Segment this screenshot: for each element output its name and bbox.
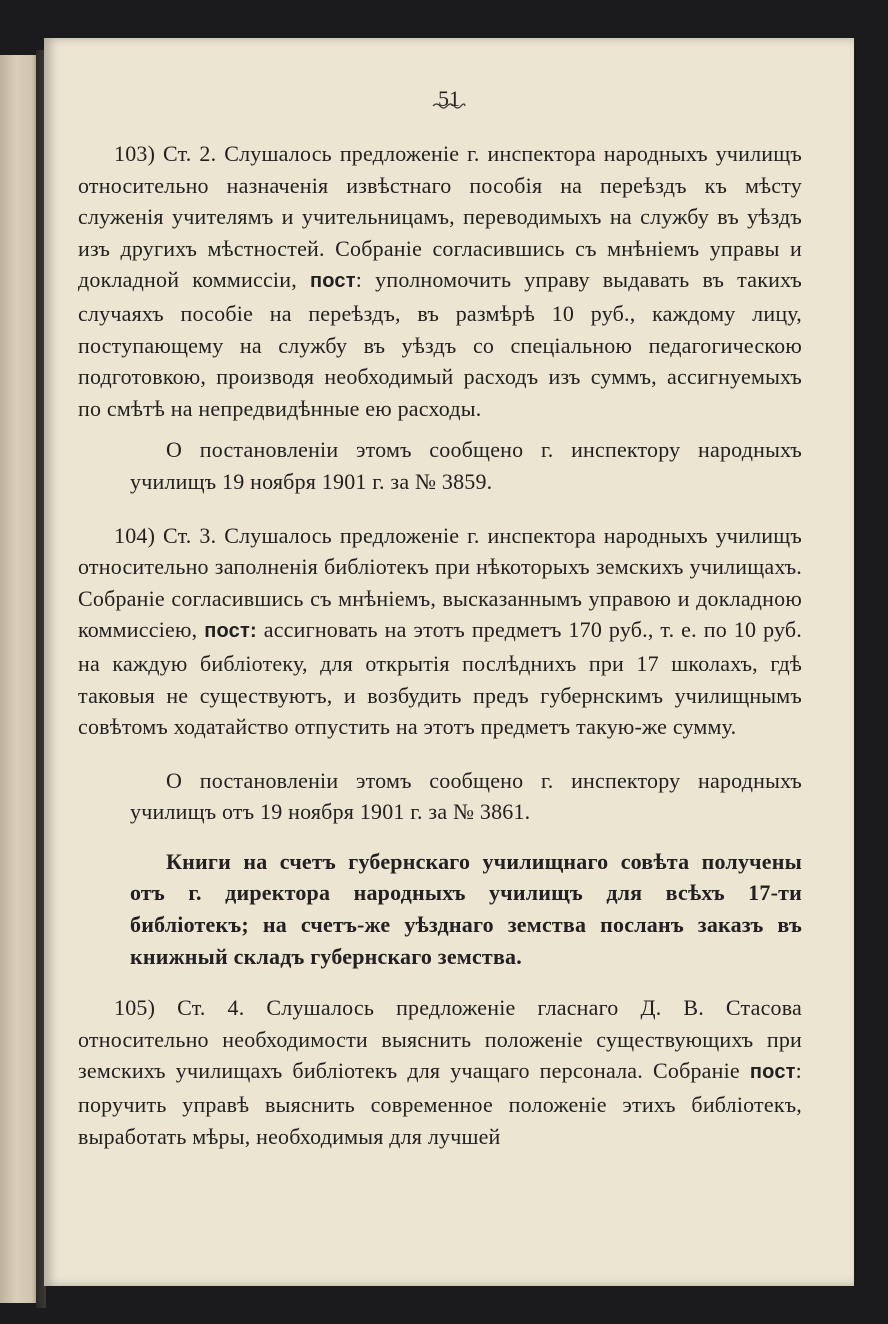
item-104-head: 104) Ст. 3. Слушалось предложеніе г. инспектора народныхъ училищъ относительно заполненія библіотекъ при нѣкоторыхъ земскихъ училищахъ. Собраніе согласившись съ мнѣніемъ, высказаннымъ управою и докладною коммиссіею, [78, 522, 802, 643]
page-number-text: 51 [438, 86, 460, 111]
item-105-tail: : поручить управѣ выяснить современное положеніе этихъ библіотекъ, выработать мѣры, необходимыя для лучшей [78, 1058, 802, 1149]
item-105-head: 105) Ст. 4. Слушалось предложеніе гласнаго Д. В. Стасова относительно необходимости выяснить положеніе существующихъ при земскихъ училищахъ библіотекъ для учащаго персонала. Собраніе [78, 995, 802, 1084]
page-text [78, 138, 802, 1152]
item-103-head: 103) Ст. 2. Слушалось предложеніе г. инспектора народныхъ училищъ относительно назначенія извѣстнаго пособія на переѣздъ къ мѣсту служенія учителямъ и учительницамъ, переводимыхъ на службу въ уѣздъ изъ другихъ мѣстностей. Собраніе согласившись съ мнѣніемъ управы и докладной коммиссіи, [78, 141, 802, 293]
book-page [44, 38, 854, 1286]
item-103-note: О постановленіи этомъ сообщено г. инспектору народныхъ училищъ 19 ноября 1901 г. за № 3859. [130, 437, 802, 494]
facing-page-edge [0, 55, 40, 1303]
item-104-keyword: пост: [204, 620, 257, 643]
item-104-books-note: Книги на счетъ губернскаго училищнаго совѣта получены отъ г. директора народныхъ училищъ для всѣхъ 17-ти библіотекъ; на счетъ-же уѣзднаго земства посланъ заказъ въ книжный складъ губернскаго земства. [130, 848, 802, 969]
item-104-note: О постановленіи этомъ сообщено г. инспектору народныхъ училищъ отъ 19 ноября 1901 г. за № 3861. [130, 767, 802, 825]
item-103-tail: : уполномочить управу выдавать въ такихъ случаяхъ пособіе на переѣздъ, въ размѣрѣ 10 руб., каждому лицу, поступающему на службу въ уѣздъ со спеціальною педагогическою подготовкою, производя необходимый расходъ изъ суммъ, ассигнуемыхъ по смѣтѣ на непредвидѣнные ею расходы. [78, 267, 802, 421]
item-103-paragraph [78, 138, 802, 424]
item-105-paragraph [78, 992, 802, 1152]
page-number [44, 86, 854, 110]
item-105-keyword: пост [749, 1061, 796, 1084]
item-104-tail: ассигновать на этотъ предметъ 170 руб., т. е. по 10 руб. на каждую библіотеку, для открытія послѣднихъ при 17 школахъ, гдѣ таковыя не существуютъ, и возбудить предъ губернскимъ училищнымъ совѣтомъ ходатайство отпустить на этотъ предметъ такую-же сумму. [78, 617, 803, 740]
item-103-keyword: пост [310, 270, 356, 293]
item-104-paragraph [78, 520, 802, 743]
